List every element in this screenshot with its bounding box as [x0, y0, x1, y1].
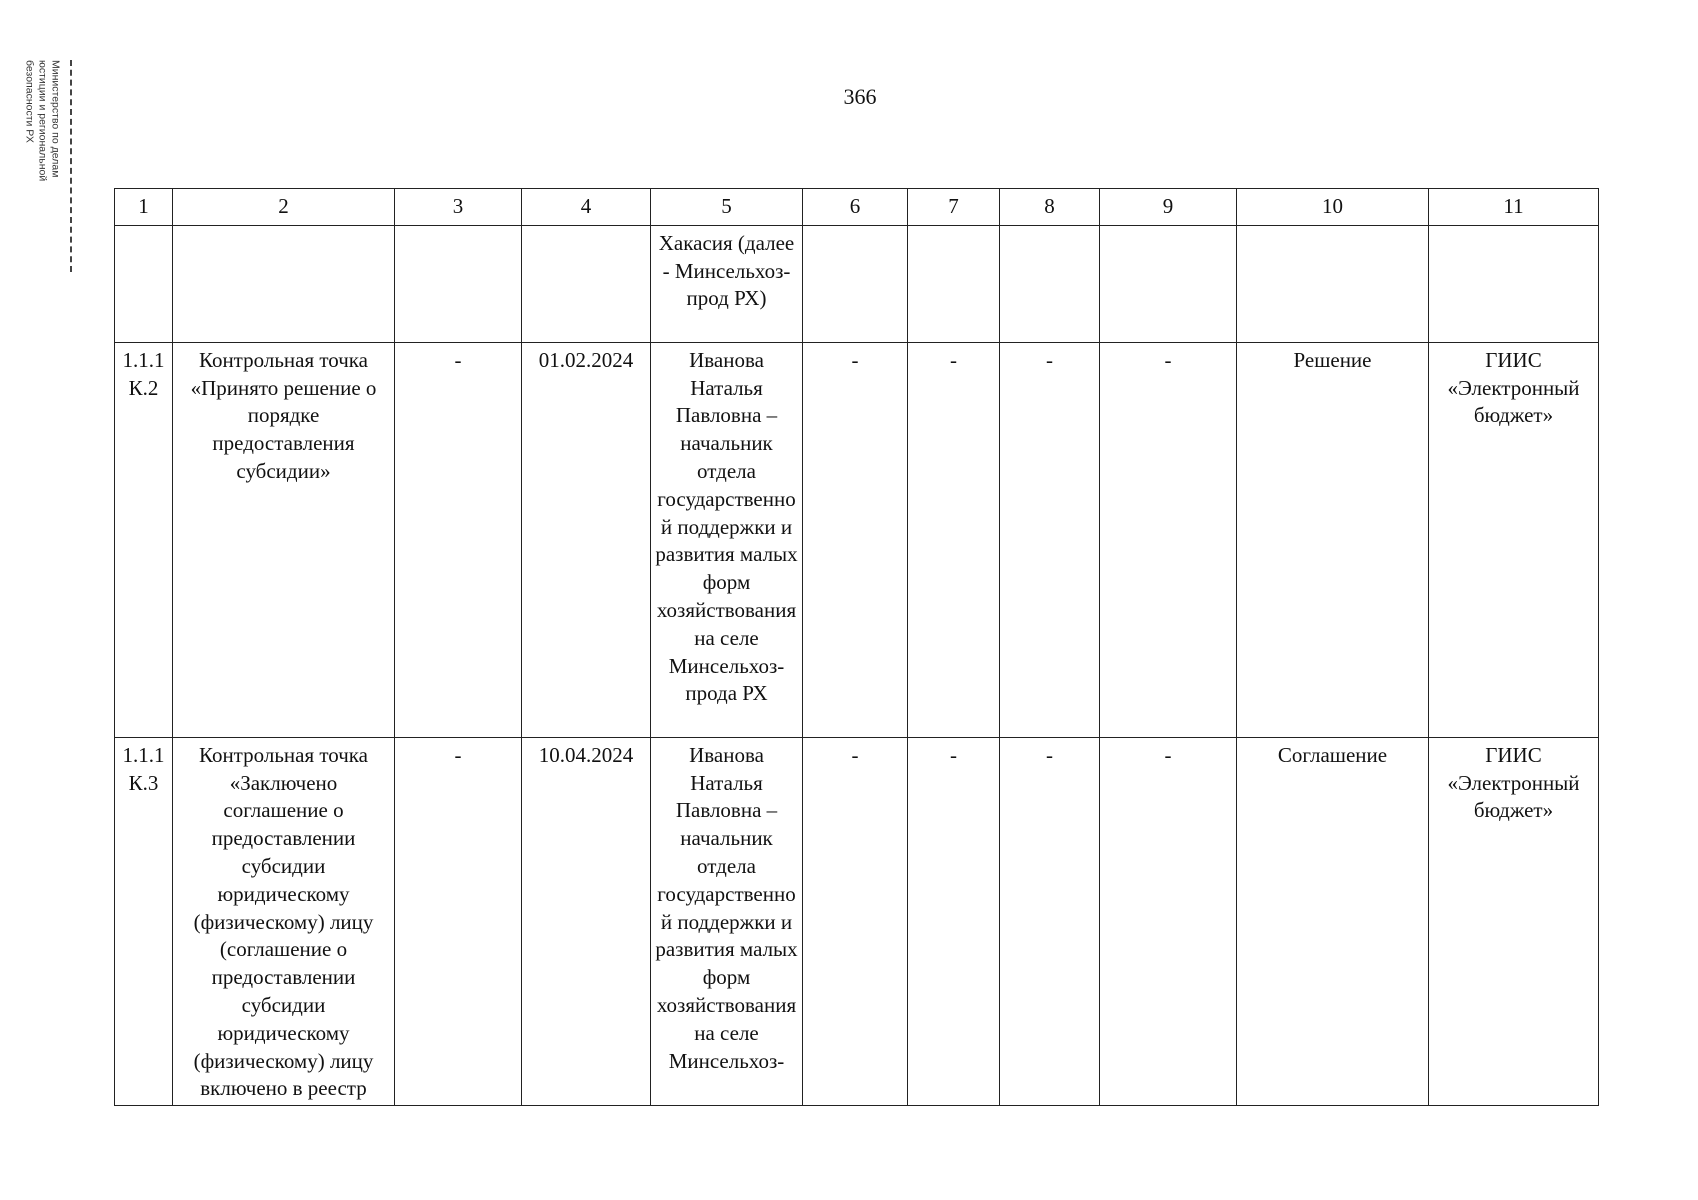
cell-col9: - [1100, 342, 1237, 737]
cell-col3: - [395, 737, 522, 1105]
cell-col8: - [1000, 737, 1100, 1105]
cell-col6: - [803, 737, 908, 1105]
table-row [115, 342, 1599, 737]
cell-number [115, 225, 173, 342]
cell-col6: - [803, 342, 908, 737]
cell-col3: - [395, 342, 522, 737]
table-row [115, 225, 1599, 342]
cell-col9 [1100, 225, 1237, 342]
cell-name [173, 225, 395, 342]
stamp-line: Министерство по делам [49, 60, 62, 178]
registration-stamp [10, 60, 74, 272]
cell-responsible: Иванова Наталья Павловна – начальник отдела государственной поддержки и развития малых форм хозяйствования на селе Минсельхоз- [651, 737, 803, 1105]
cell-system: ГИИС «Электронный бюджет» [1429, 737, 1599, 1105]
cell-col6 [803, 225, 908, 342]
document-table [114, 188, 1599, 1106]
cell-col7: - [908, 737, 1000, 1105]
table-header-row [115, 189, 1599, 226]
cell-col8 [1000, 225, 1100, 342]
column-header: 2 [173, 189, 395, 226]
cell-col3 [395, 225, 522, 342]
page-number: 366 [843, 84, 877, 109]
cell-system: ГИИС «Электронный бюджет» [1429, 342, 1599, 737]
column-header: 9 [1100, 189, 1237, 226]
column-header: 3 [395, 189, 522, 226]
cell-date [522, 225, 651, 342]
cell-name: Контрольная точка «Принято решение о порядке предоставления субсидии» [173, 342, 395, 737]
stamp-line: безопасности РХ [23, 60, 36, 143]
stamp-text [23, 60, 62, 272]
column-header: 11 [1429, 189, 1599, 226]
cell-col7: - [908, 342, 1000, 737]
cell-date: 10.04.2024 [522, 737, 651, 1105]
column-header: 4 [522, 189, 651, 226]
stamp-border [70, 60, 72, 272]
column-header: 5 [651, 189, 803, 226]
column-header: 7 [908, 189, 1000, 226]
cell-document: Соглашение [1237, 737, 1429, 1105]
cell-number: 1.1.1 К.2 [115, 342, 173, 737]
cell-responsible: Хакасия (далее - Минсельхоз-прод РХ) [651, 225, 803, 342]
cell-document [1237, 225, 1429, 342]
cell-number: 1.1.1 К.3 [115, 737, 173, 1105]
cell-system [1429, 225, 1599, 342]
cell-col7 [908, 225, 1000, 342]
cell-name: Контрольная точка «Заключено соглашение о предоставлении субсидии юридическому (физическому) лицу (соглашение о предоставлении субсидии юридическому (физическому) лицу включено в реестр [173, 737, 395, 1105]
column-header: 10 [1237, 189, 1429, 226]
stamp-line: юстиции и региональной [36, 60, 49, 182]
cell-responsible: Иванова Наталья Павловна – начальник отдела государственной поддержки и развития малых форм хозяйствования на селе Минсельхоз-прода РХ [651, 342, 803, 737]
cell-date: 01.02.2024 [522, 342, 651, 737]
column-header: 1 [115, 189, 173, 226]
column-header: 8 [1000, 189, 1100, 226]
column-header: 6 [803, 189, 908, 226]
cell-col9: - [1100, 737, 1237, 1105]
cell-col8: - [1000, 342, 1100, 737]
cell-document: Решение [1237, 342, 1429, 737]
table-row [115, 737, 1599, 1105]
